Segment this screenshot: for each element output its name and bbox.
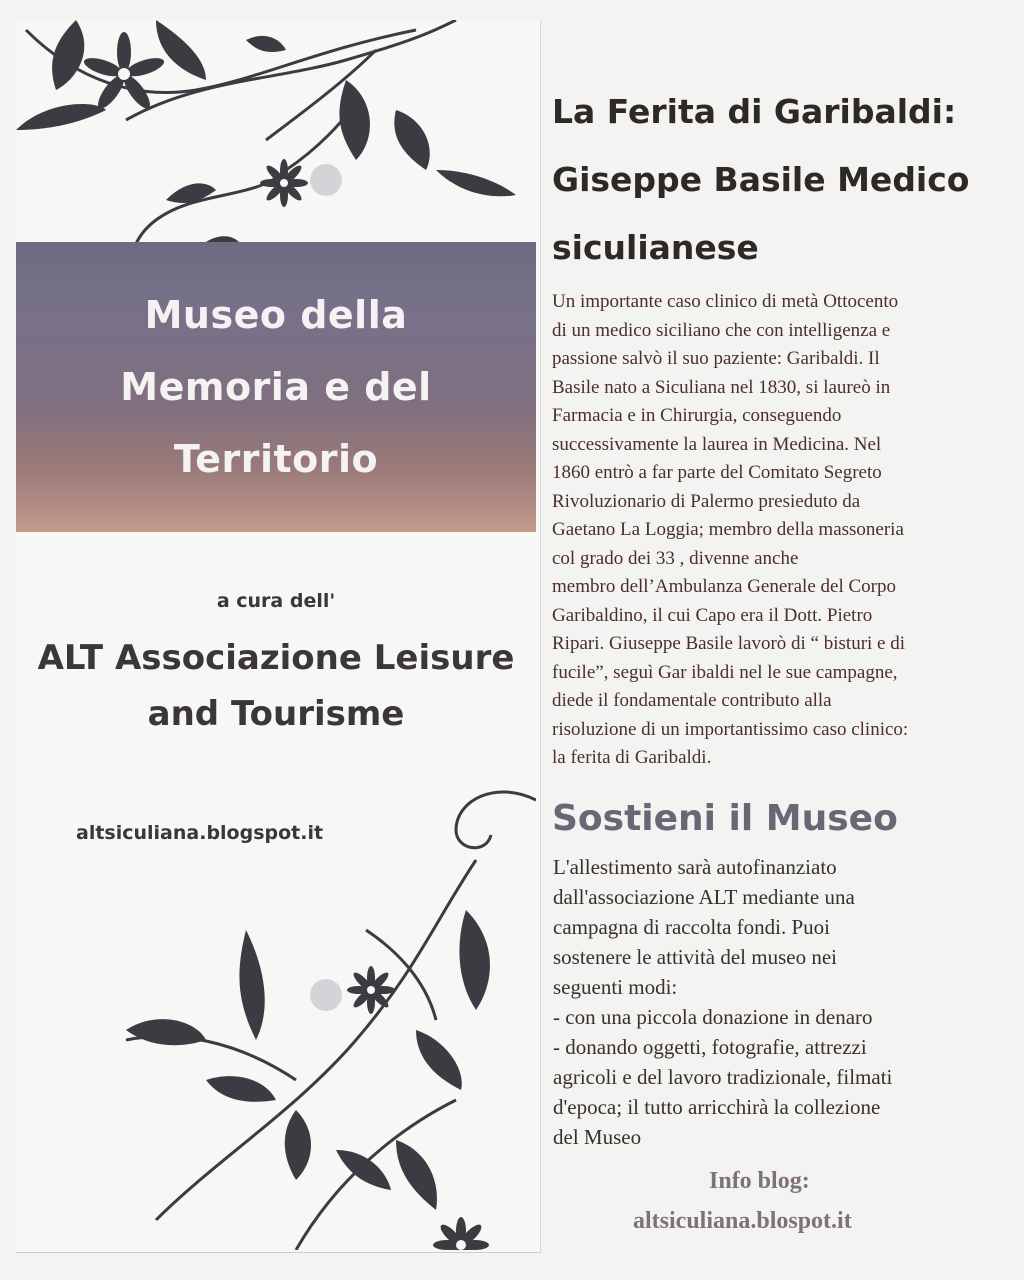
curated-by-label: a cura dell' [216,590,336,612]
floral-ornament-bottom [96,780,536,1250]
support-section-body: L'allestimento sarà autofinanziato dall'associazione ALT mediante una campagna di raccolta fondi. Puoi sostenere le attività del museo nei seguenti modi: - con una piccola donazione in denaro - donando oggetti, fotografie, attrezzi agricoli e del lavoro tradizionale, filmati d'epoca; il tutto arricchirà la collezione del Museo [553,855,893,1149]
organization-name: ALT Associazione Leisure and Tourisme [37,638,515,734]
blog-address: altsiculiana.blogspot.it [76,822,324,844]
info-blog-label: Info blog: [709,1168,810,1194]
article-column [552,78,1002,773]
info-blog-url: altsiculiana.blospot.it [633,1208,852,1234]
article-title: La Ferita di Garibaldi: Giseppe Basile Medico siculianese [552,92,970,267]
brochure-cover [16,20,541,1253]
floral-ornament-top [16,20,536,280]
title-banner [16,242,536,532]
article-body: Un importante caso clinico di metà Ottocento di un medico siciliano che con intelligenza e passione salvò il suo paziente: Garibaldi. Il Basile nato a Siculiana nel 1830, si laureò in Farmacia e in Chirurgia, conseguendo successivamente la laurea in Medicina. Nel 1860 entrò a far parte del Comitato Segreto Rivoluzionario di Palermo presieduto da Gaetano La Loggia; membro della massoneria col grado dei 33 , divenne anche membro dell’Ambulanza Generale del Corpo Garibaldino, il cui Capo era il Dott. Pietro Ripari. Giuseppe Basile lavorò di “ bisturi e di fucile”, seguì Gar ibaldi nel le sue campagne, diede il fondamentale contributo alla risoluzione di un importantissimo caso clinico: la ferita di Garibaldi. [552,291,909,768]
support-section-title: Sostieni il Museo [552,798,898,839]
museum-title: Museo della Memoria e del Territorio [120,293,432,481]
